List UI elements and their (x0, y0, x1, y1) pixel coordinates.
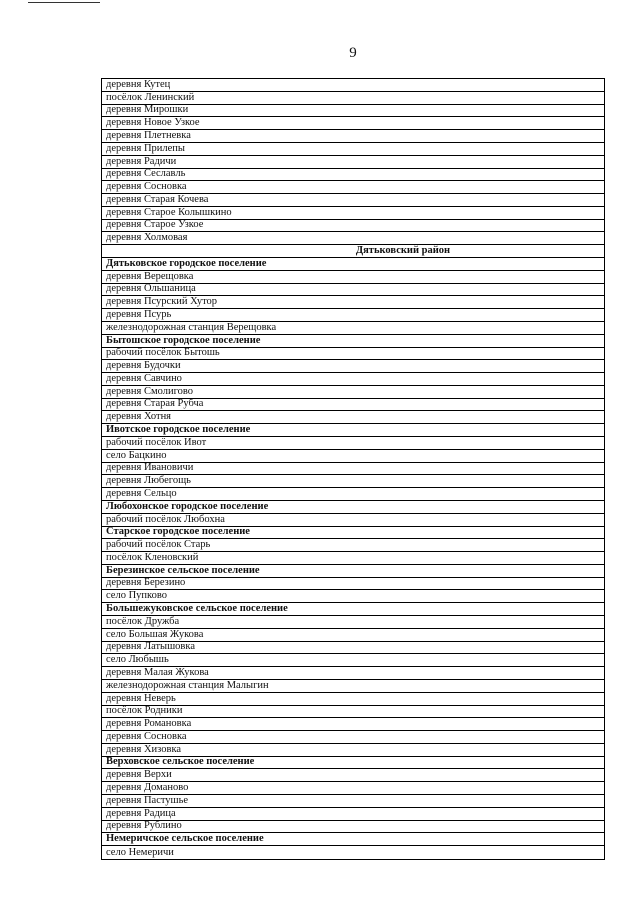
settlement-heading: Бытошское городское поселение (102, 335, 604, 348)
table-row: деревня Любегощь (102, 475, 604, 488)
settlements-table (101, 78, 605, 860)
table-row: деревня Березино (102, 578, 604, 591)
table-row: деревня Старая Рубча (102, 399, 604, 412)
settlement-heading: Немеричское сельское поселение (102, 833, 604, 846)
table-row: деревня Псурь (102, 309, 604, 322)
page-number: 9 (349, 45, 357, 61)
settlement-heading: Верховское сельское поселение (102, 757, 604, 770)
table-row: рабочий посёлок Любохна (102, 514, 604, 527)
table-row: деревня Смолигово (102, 386, 604, 399)
table-row: деревня Будочки (102, 360, 604, 373)
settlement-heading: Дятьковское городское поселение (102, 258, 604, 271)
table-row: посёлок Кленовский (102, 552, 604, 565)
table-row: железнодорожная станция Верещовка (102, 322, 604, 335)
table-row: деревня Верхи (102, 769, 604, 782)
table-row: село Бацкино (102, 450, 604, 463)
settlement-heading: Ивотское городское поселение (102, 424, 604, 437)
table-row: деревня Латышовка (102, 642, 604, 655)
table-row: село Пупково (102, 590, 604, 603)
table-row: деревня Ольшаница (102, 284, 604, 297)
settlement-heading: Любохонское городское поселение (102, 501, 604, 514)
table-row: деревня Новое Узкое (102, 117, 604, 130)
table-row: деревня Пастушье (102, 795, 604, 808)
table-row: рабочий посёлок Ивот (102, 437, 604, 450)
table-row: деревня Сельцо (102, 488, 604, 501)
settlement-heading: Березинское сельское поселение (102, 565, 604, 578)
table-row: деревня Ивановичи (102, 463, 604, 476)
table-row: деревня Радица (102, 808, 604, 821)
table-row: посёлок Ленинский (102, 92, 604, 105)
table-row: посёлок Дружба (102, 616, 604, 629)
table-row: деревня Хотня (102, 411, 604, 424)
table-row: деревня Сосновка (102, 181, 604, 194)
table-row: рабочий посёлок Бытошь (102, 348, 604, 361)
settlement-heading: Старское городское поселение (102, 527, 604, 540)
scan-edge-line (28, 2, 100, 3)
settlement-heading: Большежуковское сельское поселение (102, 603, 604, 616)
table-row: деревня Неверь (102, 693, 604, 706)
table-row: деревня Старая Кочева (102, 194, 604, 207)
table-row: деревня Холмовая (102, 232, 604, 245)
table-row: железнодорожная станция Малыгин (102, 680, 604, 693)
table-row: деревня Псурский Хутор (102, 296, 604, 309)
table-row: деревня Сеславль (102, 169, 604, 182)
table-row: деревня Доманово (102, 782, 604, 795)
table-row: деревня Романовка (102, 718, 604, 731)
table-row: деревня Малая Жукова (102, 667, 604, 680)
table-row: деревня Верещовка (102, 271, 604, 284)
table-row: посёлок Родники (102, 706, 604, 719)
table-row: деревня Хизовка (102, 744, 604, 757)
table-row: рабочий посёлок Старь (102, 539, 604, 552)
table-row: село Немеричи (106, 847, 174, 858)
table-row: деревня Рублино (102, 821, 604, 834)
district-heading: Дятьковский район (102, 245, 604, 258)
table-row: деревня Радичи (102, 156, 604, 169)
table-row: деревня Савчино (102, 373, 604, 386)
table-row: деревня Кутец (102, 79, 604, 92)
table-row: деревня Мирошки (102, 105, 604, 118)
table-row: деревня Сосновка (102, 731, 604, 744)
table-row: село Любышь (102, 654, 604, 667)
table-row: деревня Старое Узкое (102, 220, 604, 233)
table-row: село Большая Жукова (102, 629, 604, 642)
table-row: деревня Плетневка (102, 130, 604, 143)
table-row: деревня Прилепы (102, 143, 604, 156)
table-row: деревня Старое Колышкино (102, 207, 604, 220)
